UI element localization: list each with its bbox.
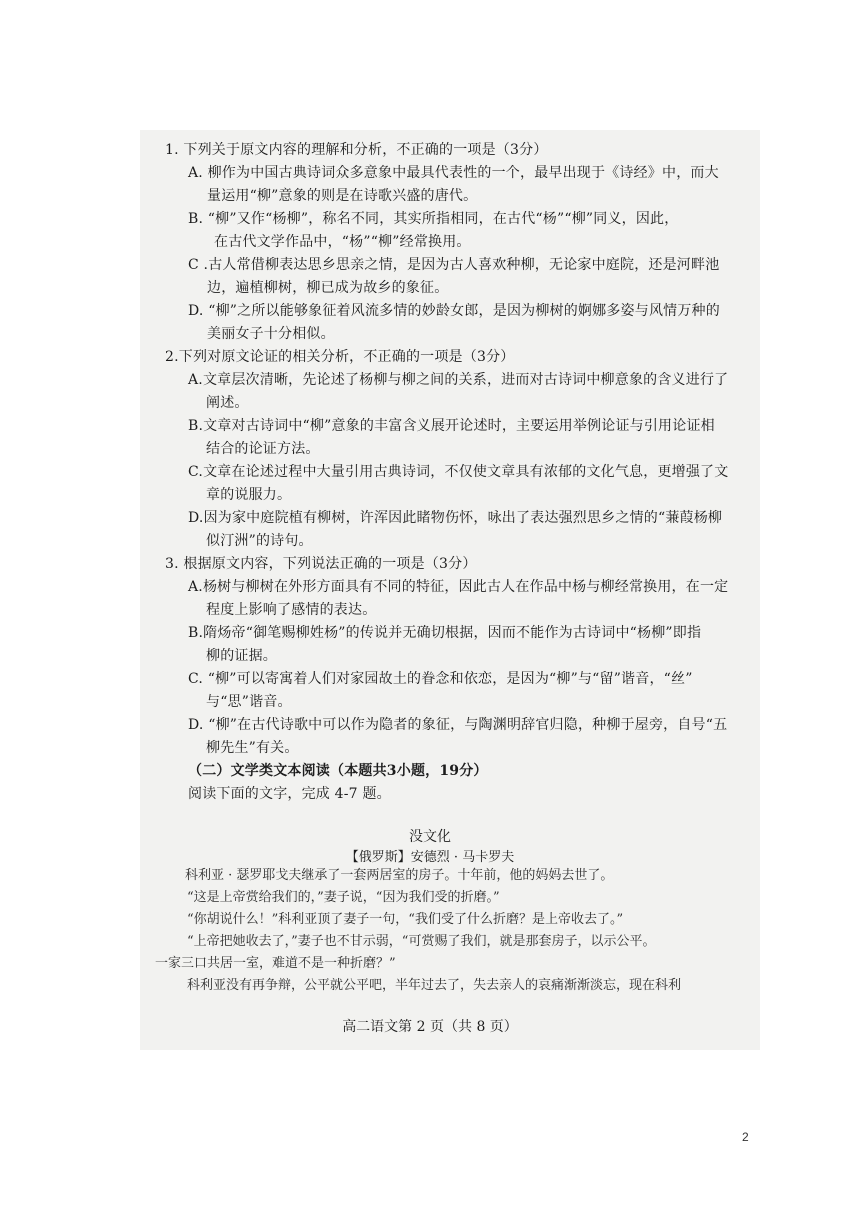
question-2-option-a: A.文章层次清晰，先论述了杨柳与柳之间的关系，进而对古诗词中柳意象的含义进行了 <box>188 372 729 388</box>
question-1-option-b-cont: 在古代文学作品中，“杨”“柳”经常换用。 <box>214 234 471 250</box>
question-2-option-b-cont: 结合的论证方法。 <box>206 441 320 457</box>
story-paragraph-3: “你胡说什么！”科利亚顶了妻子一句，“我们受了什么折磨？是上帝收去了。” <box>187 912 624 927</box>
story-paragraph-4: “上帝把她收去了，”妻子也不甘示弱，“可赏赐了我们，就是那套房子，以示公平。 <box>187 934 656 949</box>
page-footer: 高二语文第 2 页（共 8 页） <box>342 1019 518 1035</box>
story-author: 【俄罗斯】安德烈 · 马卡罗夫 <box>345 850 515 865</box>
section-instruction: 阅读下面的文字，完成 4-7 题。 <box>188 786 391 802</box>
question-3-option-a-cont: 程度上影响了感情的表达。 <box>206 602 377 618</box>
story-title: 没文化 <box>409 829 451 845</box>
question-1-option-c: C .古人常借柳表达思乡思亲之情，是因为古人喜欢种柳，无论家中庭院，还是河畔池 <box>188 257 720 273</box>
story-paragraph-1: 科利亚 · 瑟罗耶戈夫继承了一套两居室的房子。十年前，他的妈妈去世了。 <box>185 868 614 883</box>
question-1-option-d-cont: 美丽女子十分相似。 <box>207 326 335 342</box>
question-2-option-c: C.文章在论述过程中大量引用古典诗词，不仅使文章具有浓郁的文化气息，更增强了文 <box>188 464 729 480</box>
story-paragraph-4-cont: 一家三口共居一室，难道不是一种折磨？” <box>155 956 396 971</box>
question-1-stem: 1. 下列关于原文内容的理解和分析，不正确的一项是（3分） <box>165 142 548 158</box>
page-number: 2 <box>742 1130 749 1144</box>
question-1-option-d: D. “柳”之所以能够象征着风流多情的妙龄女郎，是因为柳树的婀娜多姿与风情万种的 <box>188 303 720 319</box>
question-3-option-d-cont: 柳先生”有关。 <box>206 740 299 756</box>
question-1-option-c-cont: 边，遍植柳树，柳已成为故乡的象征。 <box>207 280 449 296</box>
question-1-option-a: A. 柳作为中国古典诗词众多意象中最具代表性的一个，最早出现于《诗经》中，而大 <box>188 165 719 181</box>
question-2-option-b: B.文章对古诗词中“柳”意象的丰富含义展开论述时，主要运用举例论证与引用论证相 <box>188 418 715 434</box>
question-3-option-d: D. “柳”在古代诗歌中可以作为隐者的象征，与陶渊明辞官归隐，种柳于屋旁，自号“五 <box>188 717 728 733</box>
question-3-stem: 3. 根据原文内容，下列说法正确的一项是（3分） <box>165 556 477 572</box>
section-heading: （二）文学类文本阅读（本题共3小题，19分） <box>188 763 488 779</box>
question-2-option-c-cont: 章的说服力。 <box>206 487 292 503</box>
question-3-option-a: A.杨树与柳树在外形方面具有不同的特征，因此古人在作品中杨与柳经常换用，在一定 <box>188 579 729 595</box>
question-3-option-c: C. “柳”可以寄寓着人们对家园故土的眷念和依恋，是因为“柳”与“留”谐音，“丝” <box>188 671 693 687</box>
question-3-option-c-cont: 与“思”谐音。 <box>206 694 292 710</box>
question-3-option-b: B.隋炀帝“御笔赐柳姓杨”的传说并无确切根据，因而不能作为古诗词中“杨柳”即指 <box>188 625 702 641</box>
question-1-option-b: B. “柳”又作“杨柳”，称名不同，其实所指相同，在古代“杨”“柳”同义，因此， <box>188 211 679 227</box>
question-2-option-a-cont: 阐述。 <box>206 395 249 411</box>
story-paragraph-2: “这是上帝赏给我们的，”妻子说，“因为我们受的折磨。” <box>187 890 500 905</box>
story-paragraph-5: 科利亚没有再争辩，公平就公平吧，半年过去了，失去亲人的哀痛渐渐淡忘，现在科利 <box>187 978 682 993</box>
question-2-option-d: D.因为家中庭院植有柳树，许浑因此睹物伤怀，咏出了表达强烈思乡之情的“蒹葭杨柳 <box>188 510 723 526</box>
question-3-option-b-cont: 柳的证据。 <box>206 648 277 664</box>
question-2-option-d-cont: 似汀洲”的诗句。 <box>206 533 313 549</box>
question-1-option-a-cont: 量运用“柳”意象的则是在诗歌兴盛的唐代。 <box>207 188 478 204</box>
question-2-stem: 2.下列对原文论证的相关分析，不正确的一项是（3分） <box>165 349 515 365</box>
